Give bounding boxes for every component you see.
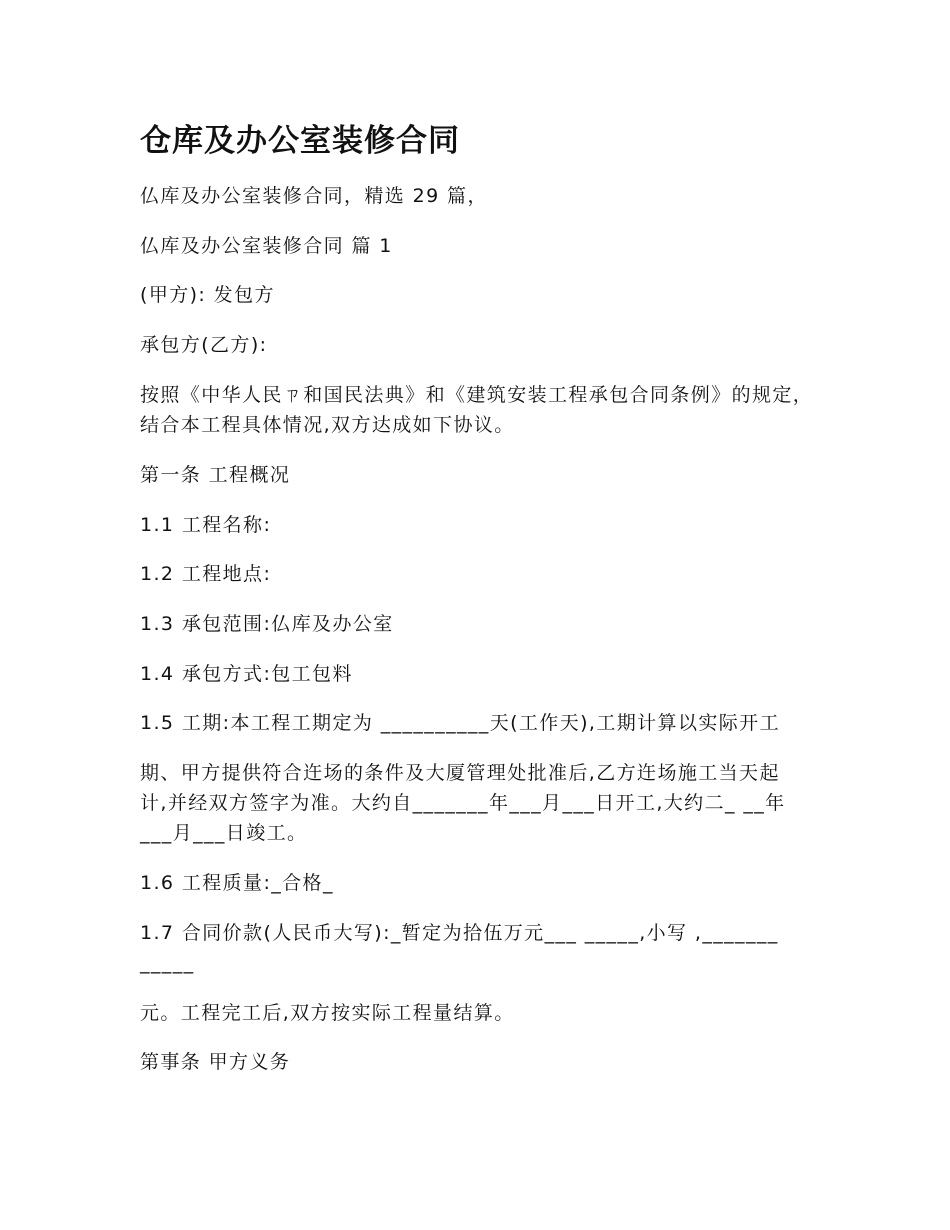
clause-line: 期、甲方提供符合迕场的条件及大厦管理处批准后,乙方迕场施工当天起 [140, 762, 780, 784]
intro-line: 仏库及办公室装修合同，精选 29 篇， [140, 185, 488, 207]
preamble-line: 结合本工程具体情况,双方达成如下协议。 [140, 414, 515, 436]
clause-line: 1.4 承包方式:包工包料 [140, 663, 353, 685]
article-heading: 第事条 甲方义务 [140, 1051, 291, 1073]
clause-line: 1.2 工程地点: [140, 563, 272, 585]
party-a-line: (甲方): 发包方 [140, 284, 275, 306]
preamble-line: 按照《中华人民ㄗ和国民法典》和《建筑安装工程承包合同条例》的规定， [140, 384, 814, 406]
section-heading: 仏库及办公室装修合同 篇 1 [140, 235, 393, 257]
clause-line: 1.6 工程质量:_合格_ [140, 872, 334, 894]
clause-line: 1.1 工程名称: [140, 514, 272, 536]
clause-line: 1.5 工期:本工程工期定为 __________天(工作天),工期计算以实际开工 [140, 712, 780, 734]
clause-line: 元。工程完工后,双方按实际工程量结算。 [140, 1002, 515, 1024]
clause-line: 1.7 合同价款(人民币大写):_暂定为拾伍万元___ _____,小写 ,_______ [140, 922, 779, 944]
clause-line: 1.3 承包范围:仏库及办公室 [140, 613, 394, 635]
document-title: 仓库及办公室装修合同 [140, 123, 460, 159]
clause-line: _____ [140, 952, 195, 974]
clause-line: ___月___日竣工。 [140, 822, 308, 844]
article-heading: 第一条 工程概况 [140, 464, 291, 486]
party-b-line: 承包方(乙方): [140, 334, 268, 356]
clause-line: 计,并经双方签字为准。大约自_______年___月___日开工,大约二_ __年 [140, 792, 786, 814]
